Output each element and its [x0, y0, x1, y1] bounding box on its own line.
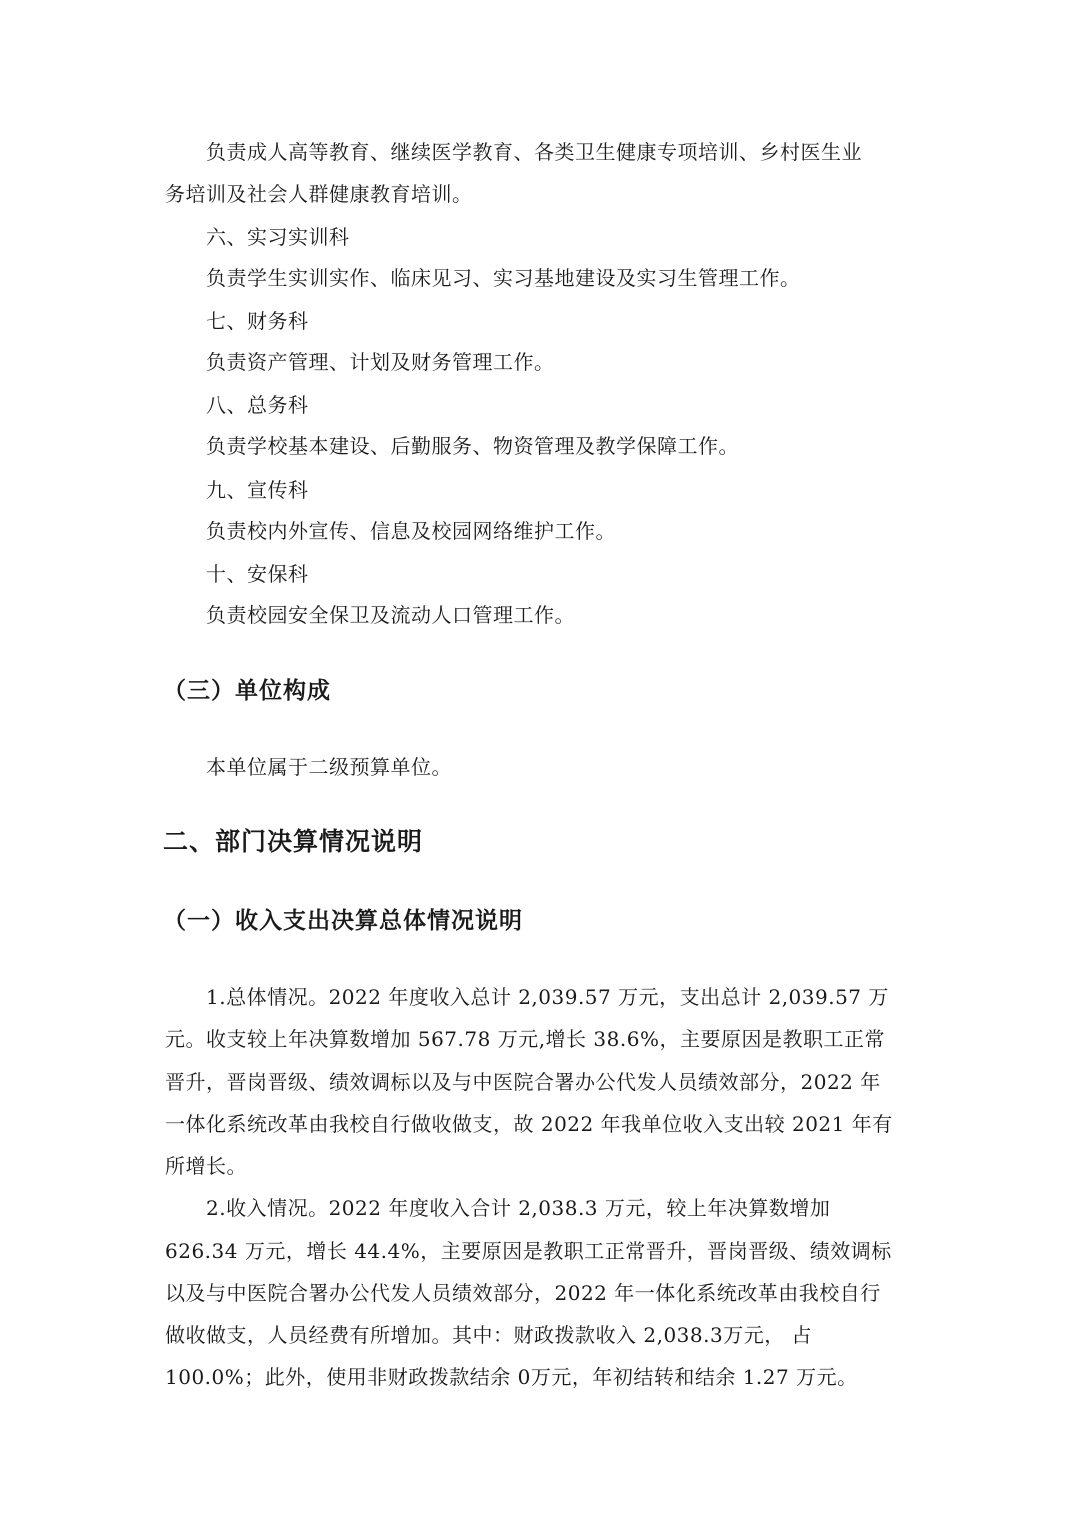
- org-line-2: 务培训及社会人群健康教育培训。: [165, 182, 473, 206]
- org-line-security: 负责校园安全保卫及流动人口管理工作。: [206, 603, 575, 627]
- para1-line-4: 一体化系统改革由我校自行做收做支，故 2022 年我单位收入支出较 2021 年有: [165, 1112, 893, 1136]
- section-heading-unit: （三）单位构成: [163, 678, 331, 704]
- para2-line-5: 100.0%；此外，使用非财政拨款结余 0万元，年初结转和结余 1.27 万元。: [165, 1365, 858, 1389]
- para2-line-4: 做收做支，人员经费有所增加。其中：财政拨款收入 2,038.3万元， 占: [165, 1323, 813, 1347]
- para2-line-3: 以及与中医院合署办公代发人员绩效部分，2022 年一体化系统改革由我校自行: [165, 1281, 881, 1305]
- para1-line-2: 元。收支较上年决算数增加 567.78 万元,增长 38.6%，主要原因是教职工正常: [165, 1027, 885, 1051]
- org-line-general-affairs: 负责学校基本建设、后勤服务、物资管理及教学保障工作。: [206, 434, 739, 458]
- section-heading-two: 二、部门决算情况说明: [163, 827, 424, 856]
- org-heading-publicity: 九、宣传科: [206, 478, 309, 502]
- org-heading-security: 十、安保科: [206, 562, 309, 586]
- subsection-heading-overall: （一）收入支出决算总体情况说明: [163, 908, 523, 934]
- org-line-finance: 负责资产管理、计划及财务管理工作。: [206, 350, 555, 374]
- para2-line-2: 626.34 万元，增长 44.4%，主要原因是教职工正常晋升，晋岗晋级、绩效调标: [165, 1239, 892, 1263]
- org-heading-finance: 七、财务科: [206, 309, 309, 333]
- para2-line-1: 2.收入情况。2022 年度收入合计 2,038.3 万元，较上年决算数增加: [206, 1196, 831, 1220]
- org-line-publicity: 负责校内外宣传、信息及校园网络维护工作。: [206, 519, 616, 543]
- para1-line-1: 1.总体情况。2022 年度收入总计 2,039.57 万元，支出总计 2,039.57 万: [206, 985, 889, 1009]
- org-line-internship: 负责学生实训实作、临床见习、实习基地建设及实习生管理工作。: [206, 266, 801, 290]
- unit-text: 本单位属于二级预算单位。: [206, 755, 452, 779]
- org-line-1: 负责成人高等教育、继续医学教育、各类卫生健康专项培训、乡村医生业: [206, 140, 862, 164]
- org-heading-internship: 六、实习实训科: [206, 225, 350, 249]
- para1-line-3: 晋升，晋岗晋级、绩效调标以及与中医院合署办公代发人员绩效部分，2022 年: [165, 1070, 881, 1094]
- org-heading-general-affairs: 八、总务科: [206, 393, 309, 417]
- para1-line-5: 所增长。: [165, 1154, 247, 1178]
